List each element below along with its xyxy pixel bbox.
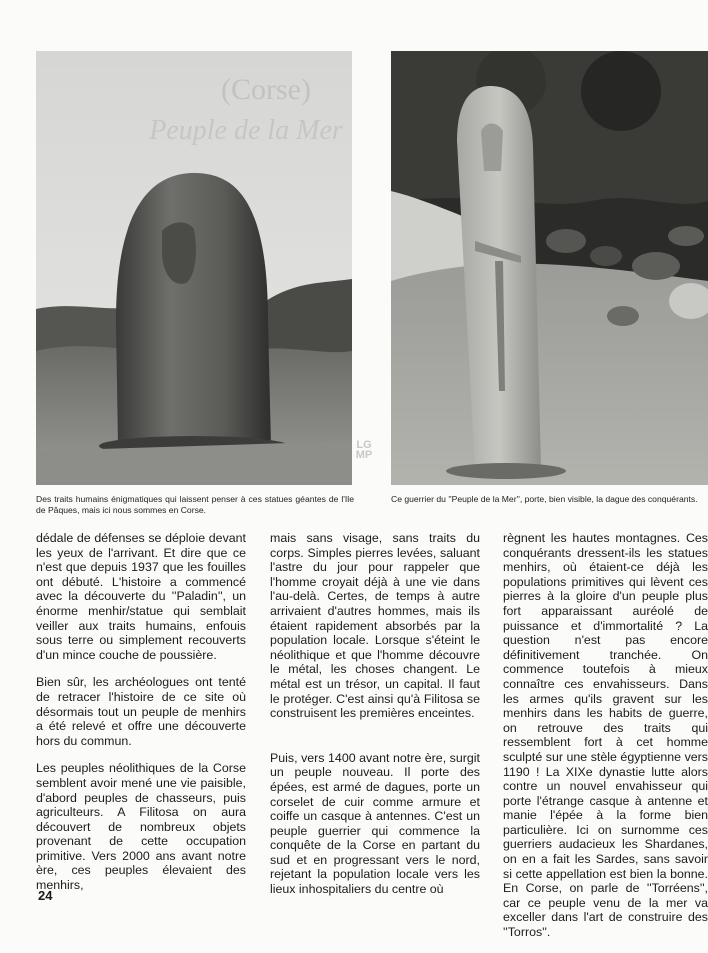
caption-right: Ce guerrier du ''Peuple de la Mer'', porte, bien visible, la dague des conquérants. bbox=[391, 494, 698, 504]
page-number: 24 bbox=[38, 888, 53, 903]
col2-para-2: Puis, vers 1400 avant notre ère, surgit un peuple nouveau. Il porte des épées, est armé de dagues, porte un corselet de cuir comme armure et coiffe un casque à antennes. C'est un peuple guerrier qui commence la conquête de la Corse en partant du sud et en progressant vers le nord, rejetant la population locale vers les lieux inhospitaliers du centre où bbox=[270, 750, 480, 897]
watermark-logo: LG MP bbox=[355, 439, 373, 461]
photo-menhir-head bbox=[36, 51, 352, 485]
photo-warrior-stele bbox=[391, 51, 708, 485]
col1-para-3: Les peuples néolithiques de la Corse semblent avoir mené une vie paisible, d'abord peuples de chasseurs, puis agriculteurs. A Filitosa on aura découvert de nombreux objets provenant de cette occupation primitive. Vers 2000 ans avant notre ère, ces peuples élevaient des menhirs, bbox=[36, 761, 246, 893]
col3-para-1: règnent les hautes montagnes. Ces conquérants dressent-ils les statues menhirs, où étaient-ce déjà les populations primitives qui lèvent ces pierres à la gloire d'un peuple plus fort apparaissant auréolé de puissance et d'immortalité ? La question n'est pas encore définitivement tranchée. On commence toutefois à mieux connaître ces envahisseurs. Dans les armes qu'ils gravent sur les menhirs dans les habits de guerre, on retrouve des traits qui ressemblent fort à cet homme sculpté sur une stèle égyptienne vers 1190 ! La XIXe dynastie lutte alors contre un nouvel envahisseur qui porte l'étrange casque à antenne et manie l'épée à la forme bien particulière. Ici on surnomme ces guerriers audacieux les Shardanes, on en a fait les Sardes, sans savoir si cette appellation est bien la bonne. En Corse, on parle de ''Torréens'', car ce peuple venu de la mer va exceller dans l'art de construire des ''Torros''. bbox=[503, 531, 708, 940]
caption-left: Des traits humains énigmatiques qui laissent penser à ces statues géantes de l'Ile de Pâques, mais ici nous sommes en Corse. bbox=[36, 494, 354, 515]
menhir-head-illustration bbox=[36, 51, 352, 485]
col2-para-1: mais sans visage, sans traits du corps. Simples pierres levées, saluant l'astre du jour pour rappeler que l'homme croyait déjà à une vie dans l'au-delà. Certes, de temps à autre arrivaient d'autres hommes, mais ils étaient rapidement absorbés par la population locale. Lorsque s'éteint le néolithique et que l'homme découvre le métal, les choses changent. Le métal est un trésor, un capital. Il faut le protéger. C'est ainsi qu'à Filitosa se construisent les premières enceintes. bbox=[270, 531, 480, 721]
text-column-2 bbox=[270, 531, 480, 910]
col1-para-2: Bien sûr, les archéologues ont tenté de retracer l'histoire de ce site où désormais tout un peuple de menhirs a été relevé et offre une découverte hors du commun. bbox=[36, 675, 246, 748]
faded-title-bottom: Peuple de la Mer bbox=[149, 115, 343, 146]
text-column-3 bbox=[503, 531, 708, 953]
faded-title-top: (Corse) bbox=[221, 73, 311, 106]
warrior-stele-illustration bbox=[391, 51, 708, 485]
col1-para-1: dédale de défenses se déploie devant les yeux de l'arrivant. Et dire que ce n'est que depuis 1937 que les fouilles ont débuté. L'histoire a commencé avec la découverte du ''Paladin'', un énorme menhir/statue qui semblait veiller aux traits humains, enfouis sous terre ou simplement recouverts d'un mince couche de poussière. bbox=[36, 531, 246, 662]
text-column-1 bbox=[36, 531, 246, 906]
